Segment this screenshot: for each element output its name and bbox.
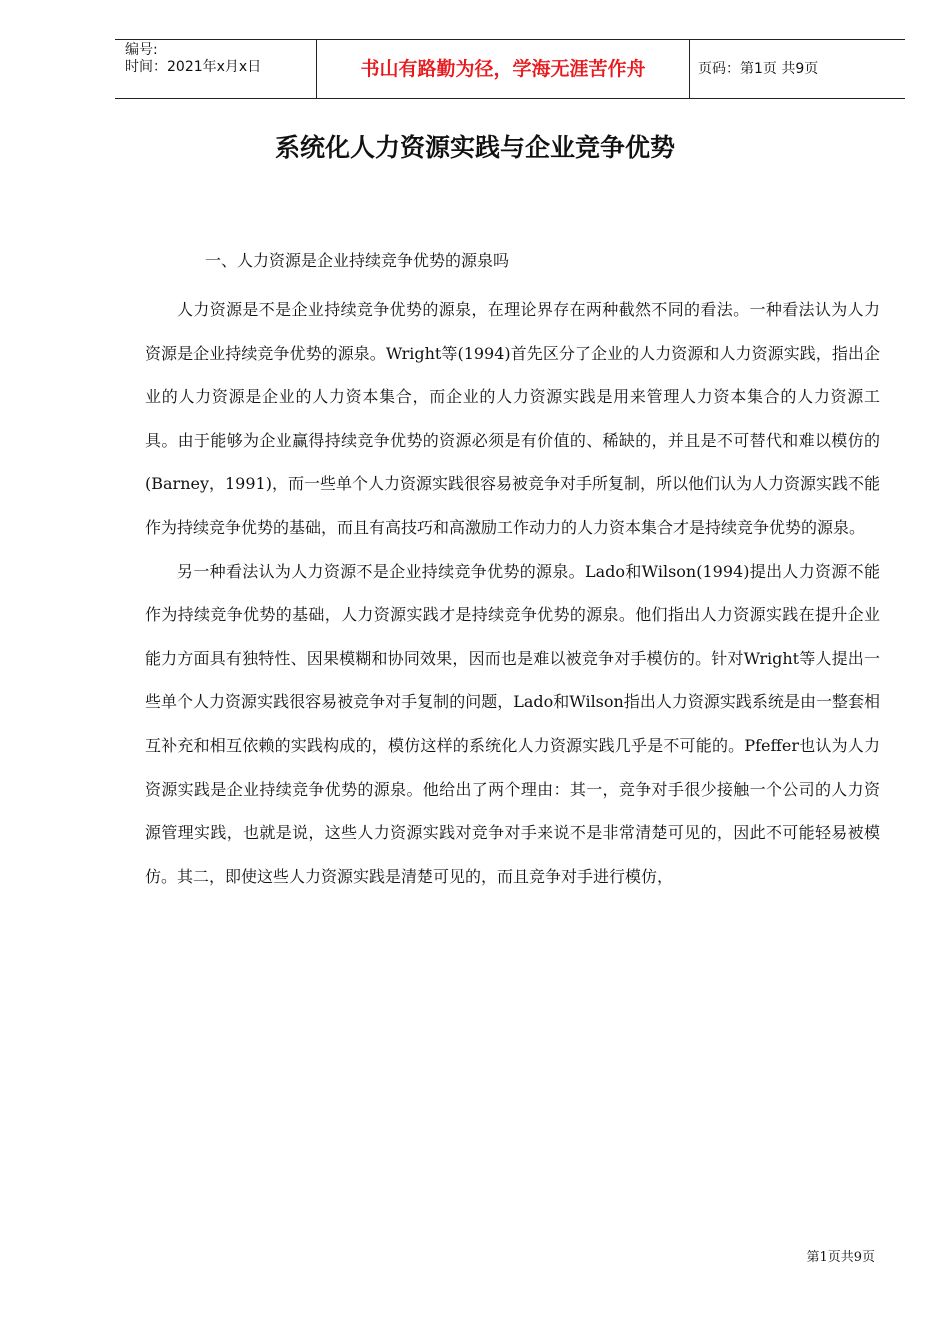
page-footer: 第1页共9页: [806, 1250, 875, 1265]
page-header: [115, 39, 905, 99]
document-body: [145, 288, 880, 898]
document-title: 系统化人力资源实践与企业竞争优势: [274, 133, 675, 162]
header-divider: [689, 40, 690, 98]
header-motto: 书山有路勤为径，学海无涯苦作舟: [360, 58, 646, 80]
header-meta: [125, 42, 315, 76]
document-number-label: 编号:: [125, 42, 158, 58]
header-page-number: 页码：第1页 共9页: [698, 61, 819, 77]
section-heading: 一、人力资源是企业持续竞争优势的源泉吗: [205, 251, 510, 270]
document-time-label: 时间：2021年x月x日: [125, 59, 262, 75]
body-paragraph: 另一种看法认为人力资源不是企业持续竞争优势的源泉。Lado和Wilson(1994)提出人力资源不能作为持续竞争优势的基础，人力资源实践才是持续竞争优势的源泉。他们指出人力资源实践在提升企业能力方面具有独特性、因果模糊和协同效果，因而也是难以被竞争对手模仿的。针对Wright等人提出一些单个人力资源实践很容易被竞争对手复制的问题，Lado和Wilson指出人力资源实践系统是由一整套相互补充和相互依赖的实践构成的，模仿这样的系统化人力资源实践几乎是不可能的。Pfeffer也认为人力资源实践是企业持续竞争优势的源泉。他给出了两个理由：其一，竞争对手很少接触一个公司的人力资源管理实践，也就是说，这些人力资源实践对竞争对手来说不是非常清楚可见的，因此不可能轻易被模仿。其二，即使这些人力资源实践是清楚可见的，而且竞争对手进行模仿，: [145, 561, 880, 886]
body-paragraph: 人力资源是不是企业持续竞争优势的源泉，在理论界存在两种截然不同的看法。一种看法认为人力资源是企业持续竞争优势的源泉。Wright等(1994)首先区分了企业的人力资源和人力资源实践，指出企业的人力资源是企业的人力资本集合，而企业的人力资源实践是用来管理人力资本集合的人力资源工具。由于能够为企业赢得持续竞争优势的资源必须是有价值的、稀缺的，并且是不可替代和难以模仿的(Barney，1991)，而一些单个人力资源实践很容易被竞争对手所复制，所以他们认为人力资源实践不能作为持续竞争优势的基础，而且有高技巧和高激励工作动力的人力资本集合才是持续竞争优势的源泉。: [145, 300, 880, 537]
